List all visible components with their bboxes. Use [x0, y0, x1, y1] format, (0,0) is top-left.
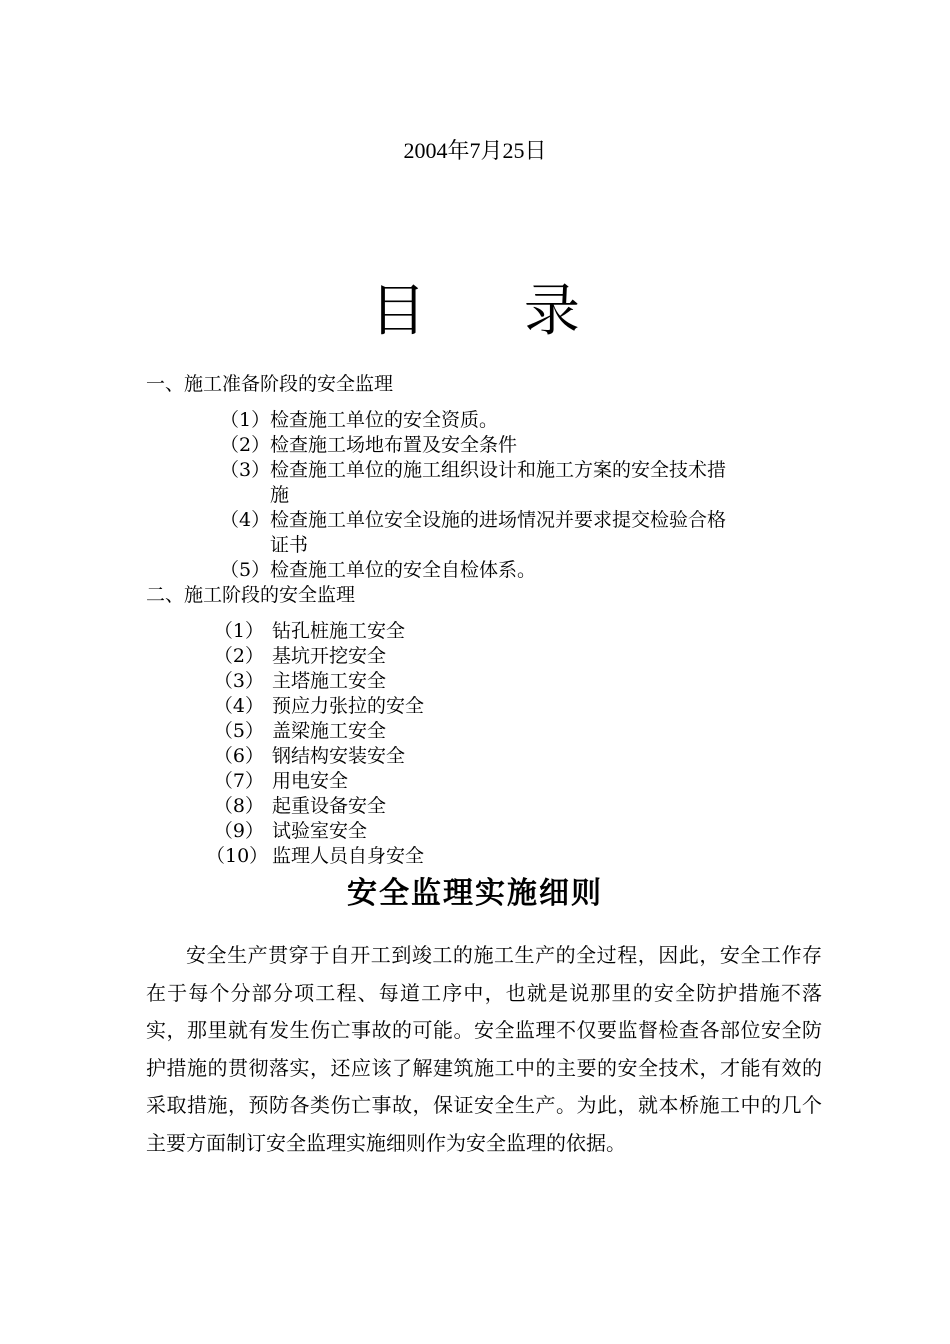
toc-item-number: （9）	[213, 820, 264, 842]
toc-item-number: （1）	[220, 409, 271, 431]
toc-item-number: （2）	[213, 645, 264, 667]
section-heading: 安全监理实施细则	[347, 876, 603, 911]
toc-item-number: （3）	[213, 670, 264, 692]
toc-item	[220, 558, 820, 583]
toc-item	[206, 819, 367, 844]
toc-item-text: 检查施工单位的安全自检体系。	[270, 559, 537, 581]
toc-item	[220, 508, 820, 558]
toc-item-text: 钢结构安装安全	[272, 745, 406, 767]
toc-item-text: 检查施工单位的施工组织设计和施工方案的安全技术措	[270, 459, 727, 481]
toc-item-number: （5）	[213, 720, 264, 742]
toc-item	[206, 669, 386, 694]
toc-item	[220, 408, 820, 433]
toc-item-text: 用电安全	[272, 770, 349, 792]
toc-item	[206, 744, 405, 769]
toc-section-2: 二、施工阶段的安全监理	[146, 584, 356, 606]
toc-item-text: 检查施工单位的安全资质。	[270, 409, 499, 431]
toc-item-text: 检查施工场地布置及安全条件	[270, 434, 518, 456]
toc-item-number: （2）	[220, 434, 271, 456]
toc-item-text: 钻孔桩施工安全	[272, 620, 406, 642]
toc-item	[206, 794, 386, 819]
toc-item-text-continued: 施	[270, 484, 290, 506]
toc-item	[220, 458, 820, 508]
toc-item-number: （1）	[213, 620, 264, 642]
toc-item-text-continued: 证书	[270, 534, 309, 556]
toc-item-number: （8）	[213, 795, 264, 817]
toc-item-text: 监理人员自身安全	[272, 845, 425, 867]
toc-item-text: 试验室安全	[272, 820, 368, 842]
toc-item-text: 检查施工单位安全设施的进场情况并要求提交检验合格	[270, 509, 727, 531]
toc-item	[206, 619, 405, 644]
toc-item-text: 起重设备安全	[272, 795, 387, 817]
toc-item-text: 主塔施工安全	[272, 670, 387, 692]
toc-item-text: 基坑开挖安全	[272, 645, 387, 667]
toc-item-text: 预应力张拉的安全	[272, 695, 425, 717]
document-date: 2004年7月25日	[403, 138, 547, 163]
toc-item	[206, 694, 424, 719]
toc-item-number: （6）	[213, 745, 264, 767]
toc-item	[206, 769, 348, 794]
toc-item-number: （10）	[206, 845, 269, 867]
toc-item-number: （4）	[220, 509, 271, 531]
toc-title: 目 录	[370, 279, 620, 344]
toc-item	[206, 644, 386, 669]
toc-item	[206, 844, 424, 869]
toc-item-number: （7）	[213, 770, 264, 792]
toc-item-text: 盖梁施工安全	[272, 720, 387, 742]
toc-item	[220, 433, 820, 458]
toc-item-number: （4）	[213, 695, 264, 717]
toc-item-number: （5）	[220, 559, 271, 581]
body-paragraph: 安全生产贯穿于自开工到竣工的施工生产的全过程，因此，安全工作存在于每个分部分项工程、每道工序中，也就是说那里的安全防护措施不落实，那里就有发生伤亡事故的可能。安全监理不仅要监督检查各部位安全防护措施的贯彻落实，还应该了解建筑施工中的主要的安全技术，才能有效的采取措施，预防各类伤亡事故，保证安全生产。为此，就本桥施工中的几个主要方面制订安全监理实施细则作为安全监理的依据。	[146, 943, 822, 1155]
toc-item	[206, 719, 386, 744]
toc-section-1: 一、施工准备阶段的安全监理	[146, 373, 394, 395]
toc-item-number: （3）	[220, 459, 271, 481]
